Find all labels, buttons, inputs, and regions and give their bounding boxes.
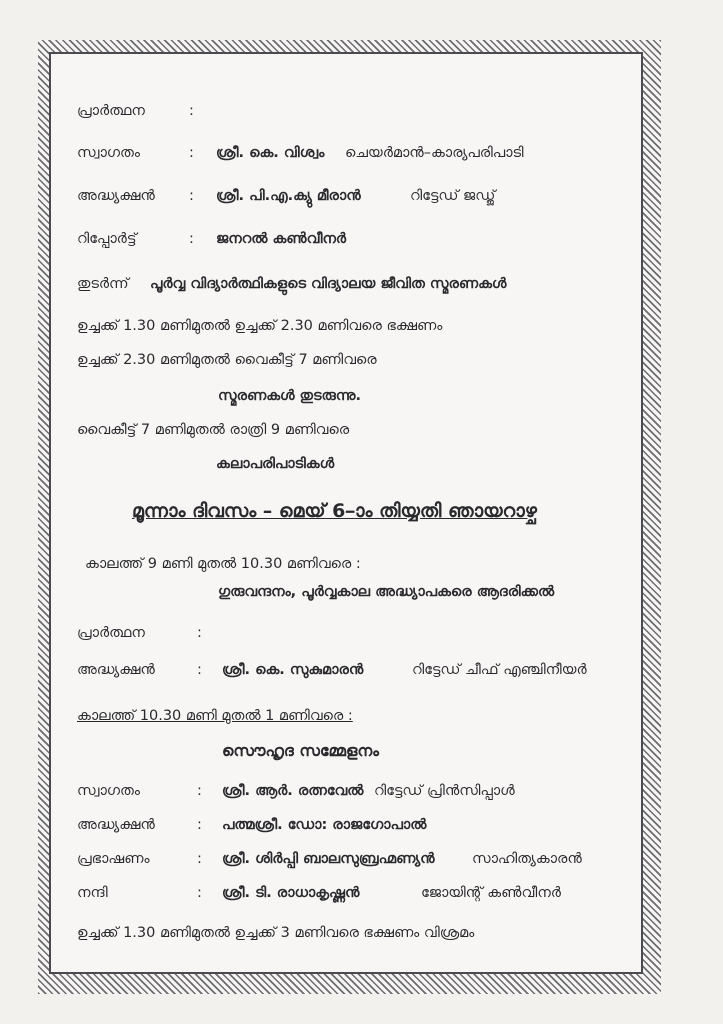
session2-welcome-name: ശ്രീ. ആർ. രത്നവേൽ	[222, 783, 364, 799]
session1-time: കാലത്ത് 9 മണി മുതൽ 10.30 മണിവരെ :	[85, 556, 361, 572]
row-label-prayer: പ്രാർത്ഥന	[77, 625, 145, 641]
day3-heading: മൂന്നാം ദിവസം – മെയ് 6–ാം തിയ്യതി ഞായറാഴ്ച	[132, 500, 537, 522]
session2-title: സൌഹൃദ സമ്മേളനം	[222, 741, 379, 760]
session1-title: ഗുരുവന്ദനം, പൂർവ്വകാല അദ്ധ്യാപകരെ ആദരിക്കൽ	[218, 584, 555, 600]
presidency-role: റിട്ടേഡ് ജഡ്ജ്	[410, 188, 496, 204]
memories-continue: സ്മരണകൾ തുടരുന്നു.	[218, 388, 362, 404]
row-label-prayer: പ്രാർത്ഥന	[77, 103, 145, 119]
row-label-presidency: അദ്ധ്യക്ഷൻ	[77, 817, 155, 833]
memories-line: പൂർവ്വ വിദ്യാർത്ഥികളുടെ വിദ്യാലയ ജീവിത സ്മരണകൾ	[150, 276, 507, 292]
session2-speech-name: ശ്രീ. ശിർപ്പി ബാലസുബ്രഹ്മണ്യൻ	[222, 851, 435, 867]
cultural-programs: കലാപരിപാടികൾ	[216, 456, 335, 472]
presidency-name: ശ്രീ. പി.എ.ക്യു മീരാൻ	[216, 188, 361, 204]
row-label-welcome: സ്വാഗതം	[77, 145, 140, 161]
session2-thanks-name: ശ്രീ. ടി. രാധാകൃഷ്ണൻ	[222, 885, 360, 901]
row-colon: :	[189, 145, 194, 161]
row-colon: :	[197, 662, 202, 678]
memories-line-prefix: തുടർന്ന്	[77, 276, 129, 292]
welcome-role: ചെയർമാൻ–കാര്യപരിപാടി	[345, 145, 524, 161]
row-label-presidency: അദ്ധ്യക്ഷൻ	[77, 662, 155, 678]
session2-thanks-role: ജോയിന്റ് കൺവീനർ	[421, 885, 561, 901]
final-line: ഉച്ചക്ക് 1.30 മണിമുതൽ ഉച്ചക്ക് 3 മണിവരെ ഭക്ഷണം വിശ്രമം	[77, 925, 475, 941]
row-colon: :	[197, 625, 202, 641]
row-colon: :	[189, 231, 194, 247]
lunch-line: ഉച്ചക്ക് 1.30 മണിമുതൽ ഉച്ചക്ക് 2.30 മണിവരെ ഭക്ഷണം	[77, 318, 443, 334]
session2-time: കാലത്ത് 10.30 മണി മുതൽ 1 മണിവരെ :	[77, 708, 353, 724]
row-label-thanks: നന്ദി	[77, 885, 108, 901]
evening-line: വൈകീട്ട് 7 മണിമുതൽ രാത്രി 9 മണിവരെ	[77, 422, 350, 438]
row-label-report: റിപ്പോർട്ട്	[77, 231, 137, 247]
row-colon: :	[197, 851, 202, 867]
row-label-welcome: സ്വാഗതം	[77, 783, 140, 799]
row-colon: :	[197, 817, 202, 833]
session1-presidency-role: റിട്ടേഡ് ചീഫ് എഞ്ചിനീയർ	[412, 662, 587, 678]
welcome-name: ശ്രീ. കെ. വിശ്വം	[216, 145, 325, 161]
row-colon: :	[189, 103, 194, 119]
session2-speech-role: സാഹിത്യകാരൻ	[472, 851, 582, 867]
row-colon: :	[189, 188, 194, 204]
session2-welcome-role: റിട്ടേഡ് പ്രിൻസിപ്പാൾ	[374, 783, 515, 799]
afternoon-line: ഉച്ചക്ക് 2.30 മണിമുതൽ വൈകീട്ട് 7 മണിവരെ	[77, 352, 377, 368]
row-label-presidency: അദ്ധ്യക്ഷൻ	[77, 188, 155, 204]
row-label-speech: പ്രഭാഷണം	[77, 851, 150, 867]
row-colon: :	[197, 885, 202, 901]
session1-presidency-name: ശ്രീ. കെ. സുകുമാരൻ	[222, 662, 364, 678]
row-colon: :	[197, 783, 202, 799]
report-name: ജനറൽ കൺവീനർ	[216, 231, 347, 247]
session2-presidency-name: പത്മശ്രീ. ഡോ: രാജഗോപാൽ	[222, 817, 427, 833]
